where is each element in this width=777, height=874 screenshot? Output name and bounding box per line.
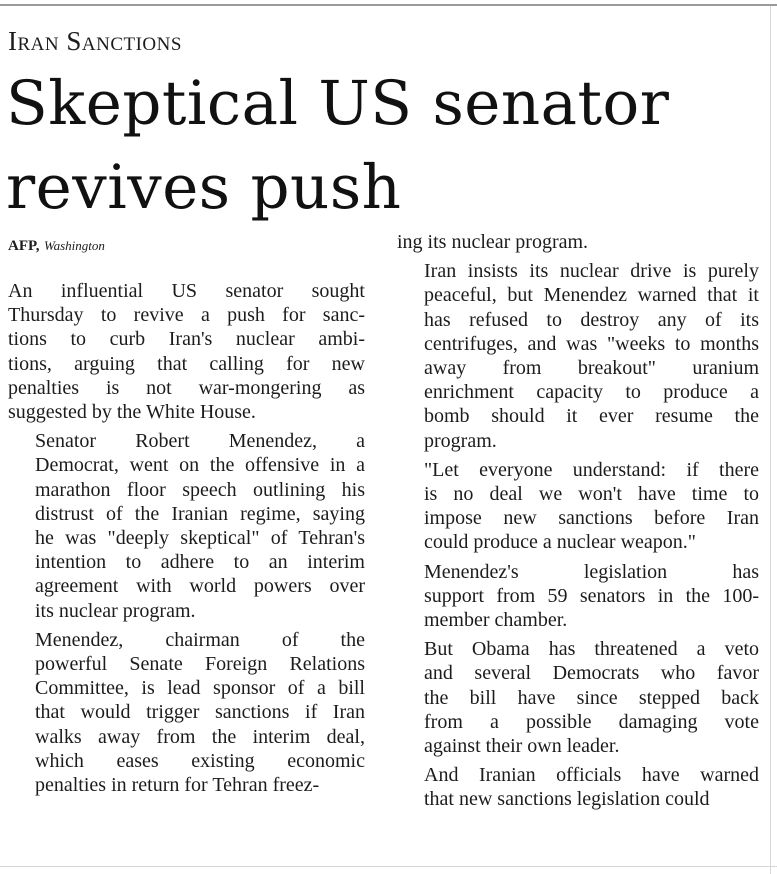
article-paragraph: [397, 230, 759, 254]
text-line: peaceful, but Menendez warned that it: [424, 284, 759, 307]
article-column-right: [397, 230, 759, 817]
article-column-left: [8, 279, 365, 802]
text-line: Democrat, went on the offensive in a: [35, 454, 365, 477]
text-line: distrust of the Iranian regime, saying: [35, 502, 365, 525]
bottom-rule: [0, 866, 777, 867]
text-line: tions, arguing that calling for new: [8, 352, 365, 375]
section-kicker: Iran Sanctions: [8, 26, 182, 56]
text-line: support from 59 senators in the 100-: [424, 584, 759, 607]
text-line: from a possible damaging vote: [424, 710, 759, 733]
text-line: that new sanctions legislation could: [424, 788, 710, 811]
text-line: that would trigger sanctions if Iran: [35, 701, 365, 724]
text-line: enrichment capacity to produce a: [424, 381, 759, 404]
text-line: agreement with world powers over: [35, 575, 365, 598]
text-line: marathon floor speech outlining his: [35, 478, 365, 501]
text-line: Committee, is lead sponsor of a bill: [35, 677, 365, 700]
text-line: intention to adhere to an interim: [35, 551, 365, 574]
article-paragraph: [8, 628, 365, 797]
article-paragraph: [397, 637, 759, 758]
column-rule: [770, 6, 771, 874]
byline: [8, 237, 105, 255]
text-line: bomb should it ever resume the: [424, 405, 759, 428]
headline: [6, 62, 746, 230]
text-line: away from breakout" uranium: [424, 357, 759, 380]
text-line: suggested by the White House.: [8, 401, 256, 424]
text-line: powerful Senate Foreign Relations: [35, 653, 365, 676]
article-paragraph: [397, 560, 759, 633]
text-line: tions to curb Iran's nuclear ambi-: [8, 328, 365, 351]
text-line: and several Democrats who favor: [424, 662, 759, 685]
text-line: he was "deeply skeptical" of Tehran's: [35, 527, 365, 550]
article-paragraph: [397, 763, 759, 811]
byline-place: Washington: [43, 238, 105, 253]
top-rule: [0, 4, 777, 6]
text-line: penalties in return for Tehran freez-: [35, 774, 320, 797]
article-paragraph: [397, 259, 759, 453]
text-line: member chamber.: [424, 609, 568, 632]
text-line: the bill have since stepped back: [424, 686, 759, 709]
text-line: Thursday to revive a push for sanc-: [8, 304, 365, 327]
article-paragraph: [8, 429, 365, 623]
text-line: Menendez's legislation has: [424, 560, 759, 583]
text-line: against their own leader.: [424, 735, 620, 758]
byline-agency: AFP,: [8, 238, 40, 254]
text-line: And Iranian officials have warned: [424, 764, 759, 787]
text-line: could produce a nuclear weapon.": [424, 531, 696, 554]
text-line: walks away from the interim deal,: [35, 725, 365, 748]
text-line: But Obama has threatened a veto: [424, 638, 759, 661]
article-paragraph: [8, 279, 365, 424]
text-line: An influential US senator sought: [8, 280, 365, 302]
text-line: has refused to destroy any of its: [424, 308, 759, 331]
text-line: program.: [424, 429, 497, 452]
text-line: Iran insists its nuclear drive is purely: [424, 260, 759, 283]
text-line: which eases existing economic: [35, 749, 365, 772]
article-paragraph: [397, 458, 759, 555]
text-line: is no deal we won't have time to: [424, 483, 759, 506]
text-line: penalties is not war-mongering as: [8, 376, 365, 399]
text-line: centrifuges, and was "weeks to months: [424, 332, 759, 355]
text-line: Senator Robert Menendez, a: [35, 430, 365, 453]
text-line: "Let everyone understand: if there: [424, 458, 759, 481]
headline-line: Skeptical US senator: [6, 68, 670, 139]
text-line: Menendez, chairman of the: [35, 628, 365, 651]
headline-line: revives push: [6, 152, 402, 223]
text-line: ing its nuclear program.: [397, 231, 589, 253]
text-line: its nuclear program.: [35, 599, 196, 622]
text-line: impose new sanctions before Iran: [424, 507, 759, 530]
